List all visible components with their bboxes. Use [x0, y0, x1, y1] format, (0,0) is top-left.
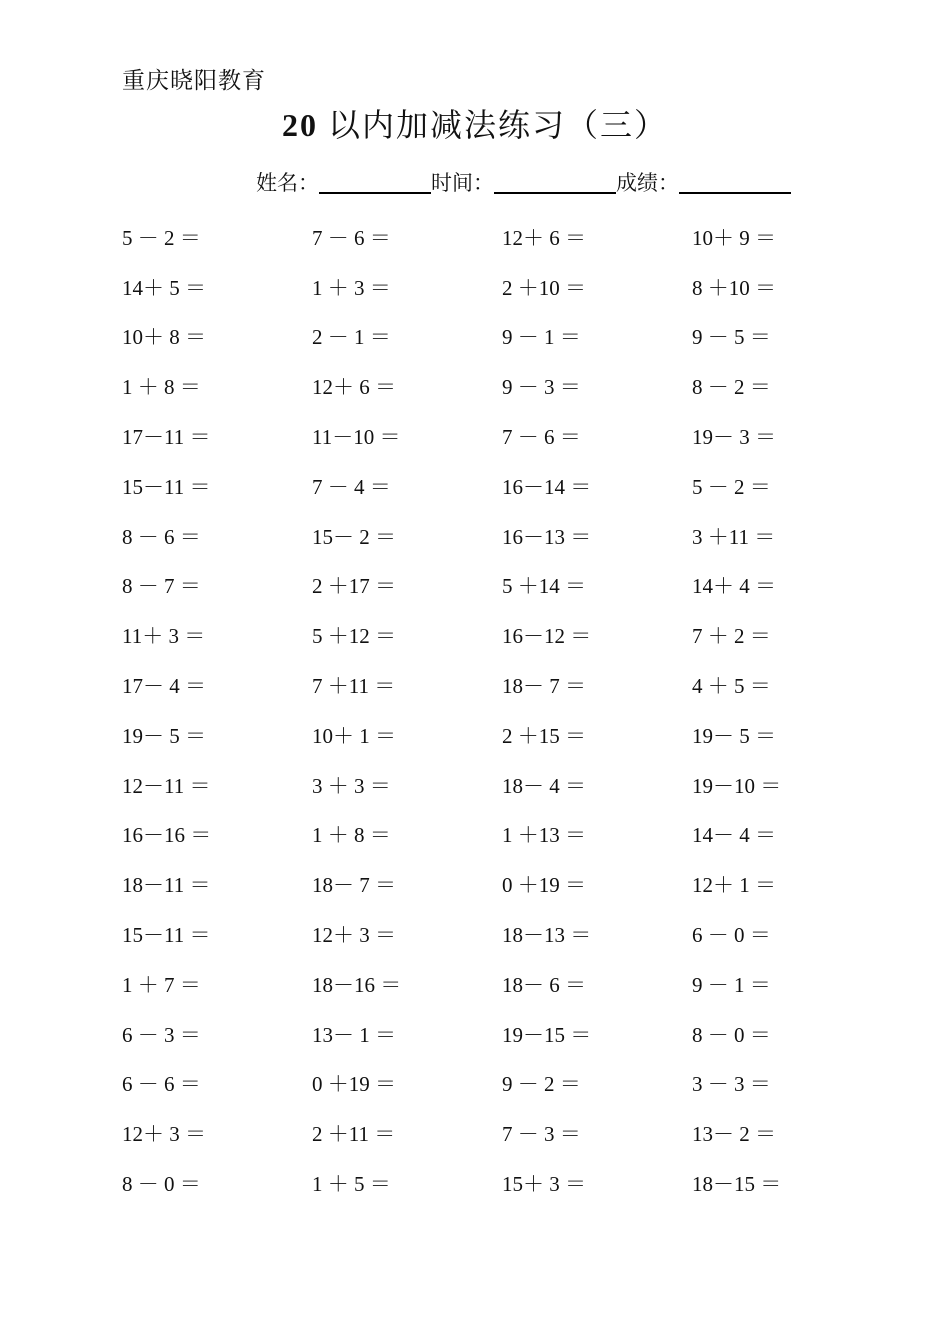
problem-row: [122, 561, 882, 611]
title-number: 20: [281, 107, 318, 143]
problem-item: 9 － 5 ＝: [692, 325, 771, 350]
problem-row: [122, 262, 882, 312]
problem-row: [122, 361, 882, 411]
problem-item: 19－ 5 ＝: [122, 723, 206, 748]
problem-item: 1 ＋ 8 ＝: [122, 375, 201, 400]
student-info-line: [256, 166, 791, 196]
problem-item: 8 － 0 ＝: [692, 1022, 771, 1047]
problem-item: 19－10 ＝: [692, 773, 782, 798]
problem-item: 6 － 3 ＝: [122, 1022, 201, 1047]
problem-item: 7 ＋11 ＝: [312, 674, 396, 699]
problem-row: [122, 909, 882, 959]
problem-item: 16－14 ＝: [502, 474, 592, 499]
problem-row: [122, 1059, 882, 1109]
name-blank[interactable]: [319, 168, 431, 194]
problem-item: 8 － 7 ＝: [122, 574, 201, 599]
problem-item: 17－ 4 ＝: [122, 674, 206, 699]
problem-item: 18－13 ＝: [502, 923, 592, 948]
problem-item: 7 － 4 ＝: [312, 474, 391, 499]
problem-item: 16－16 ＝: [122, 823, 212, 848]
problem-item: 9 － 2 ＝: [502, 1072, 581, 1097]
problem-item: 3 ＋11 ＝: [692, 524, 776, 549]
problem-item: 2 － 1 ＝: [312, 325, 391, 350]
problem-row: [122, 461, 882, 511]
problem-row: [122, 610, 882, 660]
problem-item: 10＋ 8 ＝: [122, 325, 206, 350]
problem-item: 13－ 1 ＝: [312, 1022, 396, 1047]
problem-item: 18－ 6 ＝: [502, 972, 586, 997]
problem-item: 5 ＋14 ＝: [502, 574, 586, 599]
problem-item: 15－11 ＝: [122, 474, 211, 499]
score-label: 成绩：: [616, 171, 679, 195]
problem-item: 11－10 ＝: [312, 425, 401, 450]
problem-item: 5 ＋12 ＝: [312, 624, 396, 649]
problem-item: 5 － 2 ＝: [122, 225, 201, 250]
problem-item: 0 ＋19 ＝: [312, 1072, 396, 1097]
name-label: 姓名：: [256, 171, 319, 195]
problem-item: 8 ＋10 ＝: [692, 275, 776, 300]
problem-item: 13－ 2 ＝: [692, 1122, 776, 1147]
problem-item: 10＋ 9 ＝: [692, 225, 776, 250]
problem-item: 9 － 1 ＝: [692, 972, 771, 997]
problem-item: 17－11 ＝: [122, 425, 211, 450]
problem-item: 18－16 ＝: [312, 972, 402, 997]
problem-grid: [122, 212, 882, 1208]
problem-item: 14＋ 5 ＝: [122, 275, 206, 300]
problem-item: 12＋ 1 ＝: [692, 873, 776, 898]
problem-item: 12＋ 3 ＝: [312, 923, 396, 948]
organization-name: 重庆晓阳教育: [122, 68, 266, 93]
problem-item: 7 － 6 ＝: [502, 425, 581, 450]
problem-item: 2 ＋17 ＝: [312, 574, 396, 599]
problem-item: 12＋ 3 ＝: [122, 1122, 206, 1147]
problem-item: 18－ 4 ＝: [502, 773, 586, 798]
problem-item: 15－ 2 ＝: [312, 524, 396, 549]
problem-item: 19－ 5 ＝: [692, 723, 776, 748]
problem-row: [122, 1009, 882, 1059]
problem-row: [122, 312, 882, 362]
title-text: 以内加减法练习（三）: [327, 107, 668, 143]
problem-item: 2 ＋10 ＝: [502, 275, 586, 300]
problem-item: 16－13 ＝: [502, 524, 592, 549]
problem-row: [122, 511, 882, 561]
problem-item: 9 － 3 ＝: [502, 375, 581, 400]
problem-item: 19－ 3 ＝: [692, 425, 776, 450]
page-title: [0, 100, 950, 146]
problem-item: 12＋ 6 ＝: [502, 225, 586, 250]
problem-item: 1 ＋ 7 ＝: [122, 972, 201, 997]
problem-item: 18－ 7 ＝: [312, 873, 396, 898]
problem-item: 15－11 ＝: [122, 923, 211, 948]
problem-item: 12＋ 6 ＝: [312, 375, 396, 400]
problem-row: [122, 760, 882, 810]
problem-item: 1 ＋ 8 ＝: [312, 823, 391, 848]
problem-item: 1 ＋13 ＝: [502, 823, 586, 848]
problem-item: 1 ＋ 3 ＝: [312, 275, 391, 300]
problem-item: 18－15 ＝: [692, 1172, 782, 1197]
problem-item: 8 － 0 ＝: [122, 1172, 201, 1197]
problem-item: 14－ 4 ＝: [692, 823, 776, 848]
time-label: 时间：: [431, 171, 494, 195]
problem-item: 14＋ 4 ＝: [692, 574, 776, 599]
problem-item: 5 － 2 ＝: [692, 474, 771, 499]
problem-item: 2 ＋11 ＝: [312, 1122, 396, 1147]
problem-item: 19－15 ＝: [502, 1022, 592, 1047]
time-blank[interactable]: [494, 168, 616, 194]
problem-item: 6 － 6 ＝: [122, 1072, 201, 1097]
problem-item: 10＋ 1 ＝: [312, 723, 396, 748]
problem-item: 4 ＋ 5 ＝: [692, 674, 771, 699]
problem-item: 12－11 ＝: [122, 773, 211, 798]
problem-item: 11＋ 3 ＝: [122, 624, 206, 649]
problem-item: 3 ＋ 3 ＝: [312, 773, 391, 798]
problem-item: 8 － 2 ＝: [692, 375, 771, 400]
problem-row: [122, 1158, 882, 1208]
problem-item: 16－12 ＝: [502, 624, 592, 649]
problem-item: 6 － 0 ＝: [692, 923, 771, 948]
problem-row: [122, 710, 882, 760]
problem-item: 8 － 6 ＝: [122, 524, 201, 549]
problem-row: [122, 212, 882, 262]
problem-item: 7 － 6 ＝: [312, 225, 391, 250]
problem-row: [122, 959, 882, 1009]
problem-item: 18－11 ＝: [122, 873, 211, 898]
problem-item: 9 － 1 ＝: [502, 325, 581, 350]
problem-row: [122, 1108, 882, 1158]
problem-item: 7 － 3 ＝: [502, 1122, 581, 1147]
problem-item: 7 ＋ 2 ＝: [692, 624, 771, 649]
problem-row: [122, 660, 882, 710]
problem-item: 15＋ 3 ＝: [502, 1172, 586, 1197]
problem-row: [122, 810, 882, 860]
problem-item: 18－ 7 ＝: [502, 674, 586, 699]
problem-item: 0 ＋19 ＝: [502, 873, 586, 898]
problem-row: [122, 859, 882, 909]
problem-item: 1 ＋ 5 ＝: [312, 1172, 391, 1197]
problem-item: 2 ＋15 ＝: [502, 723, 586, 748]
score-blank[interactable]: [679, 168, 791, 194]
problem-row: [122, 411, 882, 461]
problem-item: 3 － 3 ＝: [692, 1072, 771, 1097]
